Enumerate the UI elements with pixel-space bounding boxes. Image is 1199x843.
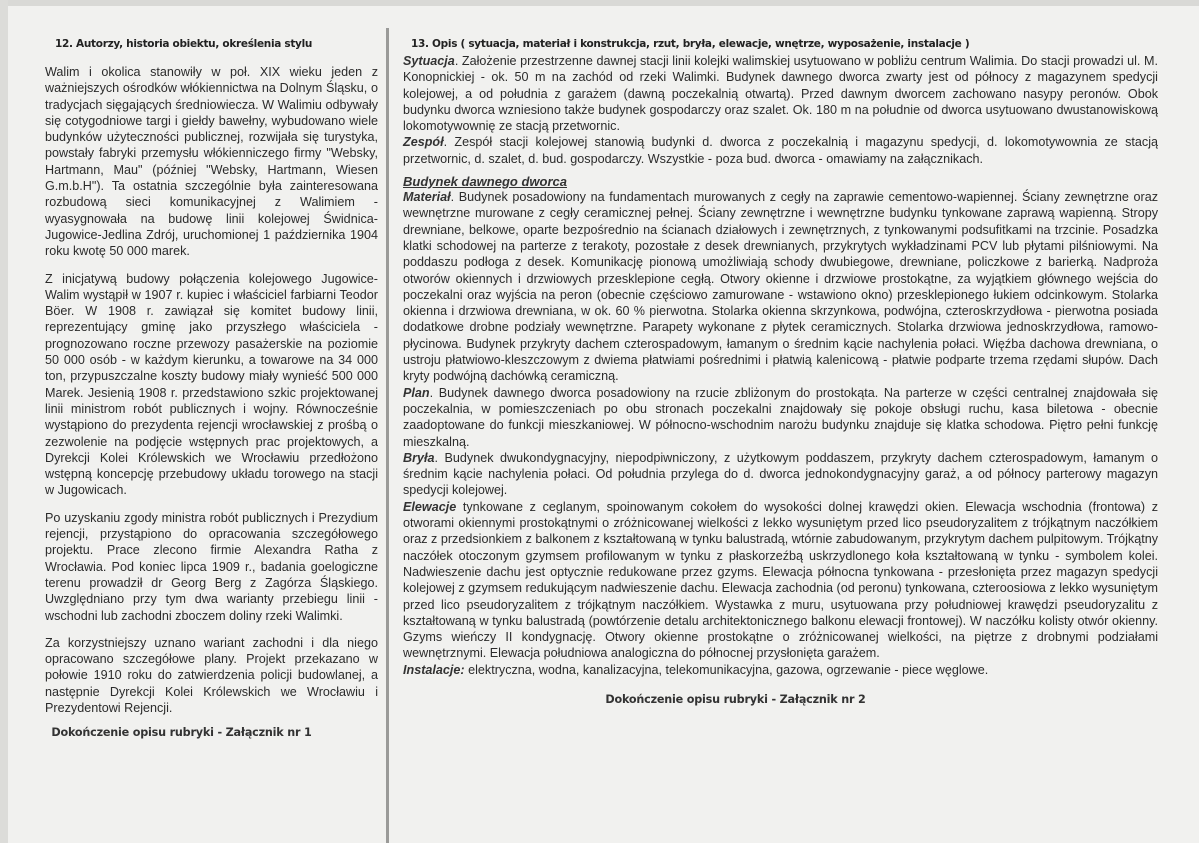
- zespol-text: . Zespół stacji kolejowej stanowią budynki d. dworca z poczekalnią i magazynu spedycji, d. lokomotywownia ze stacją przetwornic, d. szalet, d. bud. gospodarczy. Wszystkie - poza bud. dworca - omawiamy na załącznikach.: [403, 135, 1158, 166]
- plan-text: . Budynek dawnego dworca posadowiony na rzucie zbliżonym do prostokąta. Na parterze w części centralnej znajdowała się poczekalnia, w pomieszczeniach po obu stronach poczekalni znajdowały się pokoje obsługi ruchu, kasa biletowa - obecnie zaadoptowane do funkcji mieszkaniowej. W północno-wschodnim narożu budynku znajduje się klatka schodowa. Piętro pełni funkcję mieszkalną.: [403, 385, 1158, 449]
- column-divider: [386, 28, 389, 843]
- instalacje-label: Instalacje:: [403, 662, 465, 677]
- zespol-paragraph: [403, 134, 1158, 167]
- building-subheading: Budynek dawnego dworca: [403, 174, 567, 190]
- right-column: [403, 38, 1158, 706]
- material-text: . Budynek posadowiony na fundamentach murowanych z cegły na zaprawie cementowo-wapiennej. Ściany zewnętrzne oraz wewnętrzne murowane z cegły ceramicznej pełnej. Ściany zewnętrzne i wewnętrzne budynku tynkowane zaprawą wapienną. Stropy drewniane, belkowe, oparte bezpośrednio na ścianach działowych i zewnętrznych, z tynkowanymi podsufitkami na trzcinie. Posadzka klatki schodowej na parterze z terakoty, pozostałe z desek drewnianych, przykrytych wykładzinami PCV lub płytami pilśniowymi. Na poddaszu podłoga z desek. Komunikację pionową umożliwiają schody dwubiegowe, drewniane, policzkowe z barierką. Nadproża otworów okiennych i drzwiowych przesklepione cegłą. Otwory okienne i drzwiowe prostokątne, za wyjątkiem głównego wejścia do poczekalni oraz wyjścia na peron (obecnie częściowo zamurowane - wstawiono okno) przesklepionego łukiem odcinkowym. Stolarka okienna i drzwiowa drewniana, w ok. 60 % pierwotna. Stolarka okienna skrzynkowa, podwójna, czteroskrzydłowa - pierwotna posiada dodatkowe drobne podziały wewnętrzne. Parapety wykonane z płytek ceramicznych. Stolarka drzwiowa jednoskrzydłowa, ramowo-płycinowa. Budynek przykryty dachem czterospadowym, łamanym o średnim kącie nachylenia połaci. Więźba dachowa drewniana, o ustroju płatwiowo-kleszczowym z dwiema płatwiami pośrednimi i płatwią kalenicową - płatwie podparte trzema rzędami słupów. Dach kryty podwójną dachówką ceramiczną.: [403, 190, 1158, 384]
- sytuacja-text: . Założenie przestrzenne dawnej stacji linii kolejki walimskiej usytuowano w pobliżu centrum Walimia. Do stacji prowadzi ul. M. Konopnickiej - ok. 50 m na zachód od rzeki Walimki. Budynek dawnego dworca zwarty jest od północy z magazynem spedycji kolejowej, a od południa z garażem (dawną poczekalnią otwartą). Przed dawnym dworcem zachowano nasypy peronów. Obok budynku dworca wzniesiono także budynek gospodarczy oraz szalet. Ok. 180 m na południe od dworca usytuowano dwustanowiskową lokomotywownię ze stacją przetwornic.: [403, 54, 1158, 134]
- plan-label: Plan: [403, 385, 430, 400]
- history-paragraph-3: Po uzyskaniu zgody ministra robót publicznych i Prezydium rejencji, przystąpiono do opracowania szczegółowego projektu. Prace zlecono firmie Alexandra Ratha z Wrocławia. Pod koniec lipca 1909 r., badania goelogiczne terenu prowadził dr Georg Berg z Zagórza Śląskiego. Uwzględniano przy tym dwa warianty przebiegu linii - wschodni lub zachodni zboczem doliny rzeki Walimki.: [45, 510, 378, 623]
- sytuacja-paragraph: [403, 53, 1158, 134]
- material-paragraph: [403, 189, 1158, 385]
- plan-paragraph: [403, 385, 1158, 450]
- bryla-label: Bryła: [403, 450, 435, 465]
- left-footer: Dokończenie opisu rubryki - Załącznik nr 1: [51, 726, 312, 740]
- material-label: Materiał: [403, 190, 451, 205]
- zespol-label: Zespół: [403, 135, 444, 150]
- history-paragraph-4: Za korzystniejszy uznano wariant zachodni i dla niego opracowano szczegółowe plany. Projekt przekazano w połowie 1910 roku do zatwierdzenia policji budowlanej, a następnie Dyrekcji Kolei Królewskich we Wrocławiu i Prezydentowi Rejencji.: [45, 635, 378, 715]
- section-13-heading: 13. Opis ( sytuacja, materiał i konstrukcja, rzut, bryła, elewacje, wnętrze, wyposażenie, instalacje ): [411, 38, 970, 50]
- sytuacja-label: Sytuacja: [403, 54, 455, 68]
- history-paragraph-1: Walim i okolica stanowiły w poł. XIX wieku jeden z ważniejszych ośrodków włókiennictwa na Dolnym Śląsku, o tradycjach sięgających średniowiecza. W Walimiu odbywały się cotygodniowe targi i giełdy bawełny, wybudowano wiele budynków użyteczności publicznej, rozwijała się turystyka, powstały fabryki przemysłu włókienniczego firmy "Websky, Hartmann, Mau" (później "Websky, Hartmann, Wiesen G.m.b.H"). Ta ostatnia szczególnie była zainteresowana rozbudową sieci komunikacyjnej z Walimiem - wyasygnowała na budowę linii kolejowej Świdnica-Jugowice-Jedlina Zdrój, uruchomionej 1 października 1904 roku kwotę 50 000 marek.: [45, 65, 378, 259]
- history-paragraph-2: Z inicjatywą budowy połączenia kolejowego Jugowice-Walim wystąpił w 1907 r. kupiec i właściciel farbiarni Teodor Böer. W 1908 r. zawiązał się komitet budowy linii, reprezentujący gminę jako przyszłego właściciela - prognozowano roczne przewozy pasażerskie na poziomie 50 000 osób - w każdym kierunku, a towarowe na 34 000 ton, przypuszczalne koszty budowy miały wynieść 500 000 Marek. Jesienią 1908 r. przedstawiono szkic projektowanej linii ministrom robót publicznych i wojny. Równocześnie wystąpiono do prezydenta rejencji wrocławskiej z prośbą o zezwolenie na podjęcie wstępnych prac projektowych, a Dyrekcji Kolei Królewskich we Wrocławiu przedłożono wstępną koncepcję przebudowy układu torowego na stacji w Jugowicach.: [45, 271, 378, 498]
- right-footer: Dokończenie opisu rubryki - Załącznik nr 2: [605, 692, 866, 706]
- scan-edge-left: [0, 0, 8, 843]
- elewacje-paragraph: [403, 499, 1158, 662]
- elewacje-label: Elewacje: [403, 499, 457, 514]
- bryla-paragraph: [403, 450, 1158, 499]
- instalacje-paragraph: [403, 662, 1158, 678]
- left-column: [45, 38, 378, 739]
- section-12-heading: 12. Autorzy, historia obiektu, określenia stylu: [55, 38, 313, 50]
- scan-edge-top: [0, 0, 1199, 6]
- instalacje-text: elektryczna, wodna, kanalizacyjna, telekomunikacyjna, gazowa, ogrzewanie - piece węglowe.: [464, 662, 989, 677]
- bryla-text: . Budynek dwukondygnacyjny, niepodpiwniczony, z użytkowym poddaszem, przykryty dachem czterospadowym, łamanym o średnim kącie nachylenia połaci. Od południa przylega do d. dworca jednokondygnacyjny garaż, a od północy parterowy magazyn spedycji kolejowej.: [403, 450, 1158, 498]
- elewacje-text: tynkowane z ceglanym, spoinowanym cokołem do wysokości dolnej krawędzi okien. Elewacja wschodnia (frontowa) z otworami okiennymi prostokątnymi o zróżnicowanej wielkości z lekko wysuniętym przed lico pseudoryzalitem z trójkątnym naczółkiem oraz z przedsionkiem z balkonem z kształtowaną w tynku balustradą, wtórnie zabudowanym, przykrytym dachem pulpitowym. Trójkątny naczółek otoczonym gzymsem profilowanym w tynku z płaskorzeźbą uskrzydlonego koła kształtowaną w tynku - symbolem kolei. Nadwieszenie dachu jest optycznie redukowane przez gzyms. Elewacja północna tynkowana - przesłonięta przez magazyn spedycji kolejowej z gzymsem redukującym nadwieszenie dachu. Elewacja zachodnia (od peronu) tynkowana, czteroosiowa z lekko wysuniętym przed lico pseudoryzalitem z trójkątnym naczółkiem. Wystawka z muru, usytuowana przy południowej krawędzi pseudoryzalitu z kształtowaną w tynku balustradą (powtórzenie detalu architektonicznego balkonu elewacji frontowej). W naczółku kolisty otwór okienny. Gzyms wieńczy II kondygnację. Otwory okienne prostokątne o zróżnicowanej wielkości, na piętrze z drobnymi podziałami wewnętrznymi. Elewacja południowa analogiczna do północnej przysłonięta garażem.: [403, 499, 1158, 661]
